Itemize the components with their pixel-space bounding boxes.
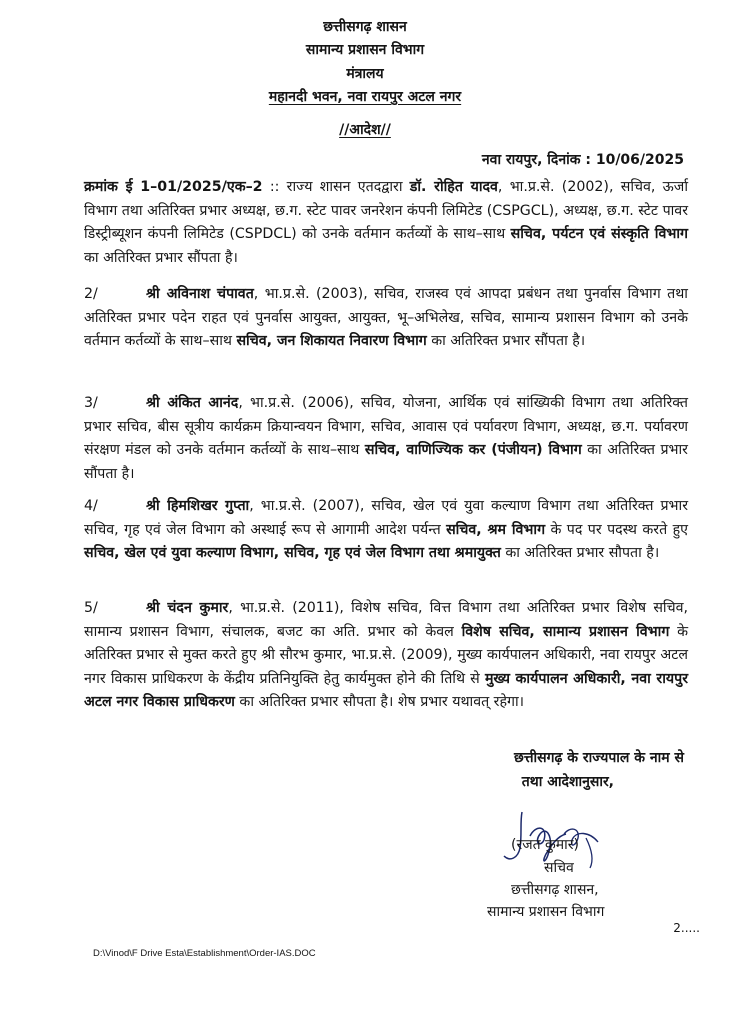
header-ministry: मंत्रालय (346, 66, 384, 82)
date-line: नवा रायपुर, दिनांक : 10/06/2025 (481, 152, 684, 168)
order-paragraph-2 (84, 283, 688, 354)
signatory-department: सामान्य प्रशासन विभाग (487, 904, 605, 920)
para4-text-b: के पद पर पदस्थ करते हुए (545, 521, 688, 538)
para5-text-c: का अतिरिक्त प्रभार सौपता है। शेष प्रभार यथावत् रहेगा। (234, 694, 525, 711)
charge-2: सचिव, जन शिकायत निवारण विभाग (236, 333, 427, 350)
para1-text-b: , भा.प्र.से. (2002), सचिव, ऊर्जा विभाग तथा अतिरिक्त प्रभार अध्यक्ष, छ.ग. स्टेट पावर जनरेशन कंपनी लिमिटेड (CSPGCL), अध्यक्ष, छ.ग. स्टेट पावर डिस्ट्रीब्यूशन कंपनी लिमिटेड (CSPDCL) को उनके वर्तमान कर्तव्यों के साथ–साथ (84, 179, 688, 243)
header-department: सामान्य प्रशासन विभाग (305, 42, 425, 58)
order-paragraph-4 (84, 495, 688, 566)
header-address (0, 87, 730, 106)
para1-text-c: का अतिरिक्त प्रभार सौंपता है। (84, 249, 238, 266)
officer-name-1: डॉ. रोहित यादव (409, 179, 498, 195)
header-address-text: महानदी भवन, नवा रायपुर अटल नगर (268, 89, 462, 105)
para4-text-c: का अतिरिक्त प्रभार सौपता है। (500, 545, 660, 562)
order-title (0, 120, 730, 139)
para2-text-b: का अतिरिक्त प्रभार सौंपता है। (426, 333, 586, 350)
closing-line-2: तथा आदेशानुसार, (521, 774, 614, 790)
signatory-org: छत्तीसगढ़ शासन, (511, 882, 599, 898)
charge-5a: विशेष सचिव, सामान्य प्रशासन विभाग (461, 623, 670, 640)
order-paragraph-5 (84, 597, 688, 715)
charge-4a: सचिव, श्रम विभाग (446, 521, 546, 538)
para5-text-b: के अतिरिक्त प्रभार से मुक्त करते हुए श्री सौरभ कुमार, भा.प्र.से. (2009), मुख्य कार्यपालन अधिकारी, नवा रायपुर अटल नगर विकास प्राधिकरण के केंद्रीय प्रतिनियुक्ति हेतु कार्यमुक्त होने की तिथि से (84, 623, 689, 687)
para2-text-a: , भा.प्र.से. (2003), सचिव, राजस्व एवं आपदा प्रबंधन तथा पुनर्वास विभाग तथा अतिरिक्त प्रभार पदेन राहत एवं पुनर्वास आयुक्त, आयुक्त, भू–अभिलेख, सचिव, सामान्य प्रशासन विभाग को उनके वर्तमान कर्तव्यों के साथ–साथ (84, 286, 688, 350)
officer-name-2: श्री अविनाश चंपावत (146, 286, 254, 302)
para3-text-b: का अतिरिक्त प्रभार सौंपता है। (84, 442, 688, 482)
charge-3: सचिव, वाणिज्यिक कर (पंजीयन) विभाग (364, 442, 582, 459)
para5-number: 5/ (84, 600, 98, 616)
header-govt: छत्तीसगढ़ शासन (323, 19, 407, 35)
officer-name-5: श्री चंदन कुमार (146, 600, 229, 616)
officer-name-4: श्री हिमशिखर गुप्ता (146, 498, 250, 514)
para3-number: 3/ (84, 395, 98, 411)
para5-text-a: , भा.प्र.से. (2011), विशेष सचिव, वित्त विभाग तथा अतिरिक्त प्रभार विशेष सचिव, सामान्य प्रशासन विभाग, संचालक, बजट का अति. प्रभार को केवल (84, 600, 689, 640)
charge-4b: सचिव, खेल एवं युवा कल्याण विभाग, सचिव, गृह एवं जेल विभाग तथा श्रमायुक्त (84, 545, 501, 562)
order-paragraph-1 (84, 176, 688, 270)
charge-5b: मुख्य कार्यपालन अधिकारी, नवा रायपुर अटल नगर विकास प्राधिकरण (84, 670, 689, 711)
charge-1: सचिव, पर्यटन एवं संस्कृति विभाग (510, 226, 688, 243)
footer-file-path: D:\Vinod\F Drive Esta\Establishment\Order-IAS.DOC (93, 948, 316, 959)
para4-text-a: , भा.प्र.से. (2007), सचिव, खेल एवं युवा कल्याण विभाग तथा अतिरिक्त प्रभार सचिव, गृह एवं जेल विभाग को अस्थाई रूप से आगामी आदेश पर्यन्त (84, 498, 689, 538)
page-continuation: 2..... (673, 921, 700, 935)
order-paragraph-3 (84, 392, 688, 486)
order-title-text: //आदेश// (339, 122, 391, 138)
para3-text-a: , भा.प्र.से. (2006), सचिव, योजना, आर्थिक एवं सांख्यिकी विभाग तथा अतिरिक्त प्रभार सचिव, बीस सूत्रीय कार्यक्रम क्रियान्वयन विभाग, सचिव, आवास एवं पर्यावरण विभाग, अध्यक्ष, छ.ग. पर्यावरण संरक्षण मंडल को उनके वर्तमान कर्तव्यों के साथ–साथ (84, 395, 688, 459)
signatory-designation: सचिव (544, 860, 574, 876)
para2-number: 2/ (84, 286, 98, 302)
para1-text-a: :: राज्य शासन एतदद्वारा (262, 179, 410, 195)
closing-line-1: छत्तीसगढ़ के राज्यपाल के नाम से (514, 750, 684, 766)
para4-number: 4/ (84, 498, 98, 514)
order-number: क्रमांक ई 1–01/2025/एक–2 (84, 179, 263, 195)
officer-name-3: श्री अंकित आनंद (146, 395, 239, 411)
signatory-name: (रजत कुमार) (511, 837, 579, 853)
